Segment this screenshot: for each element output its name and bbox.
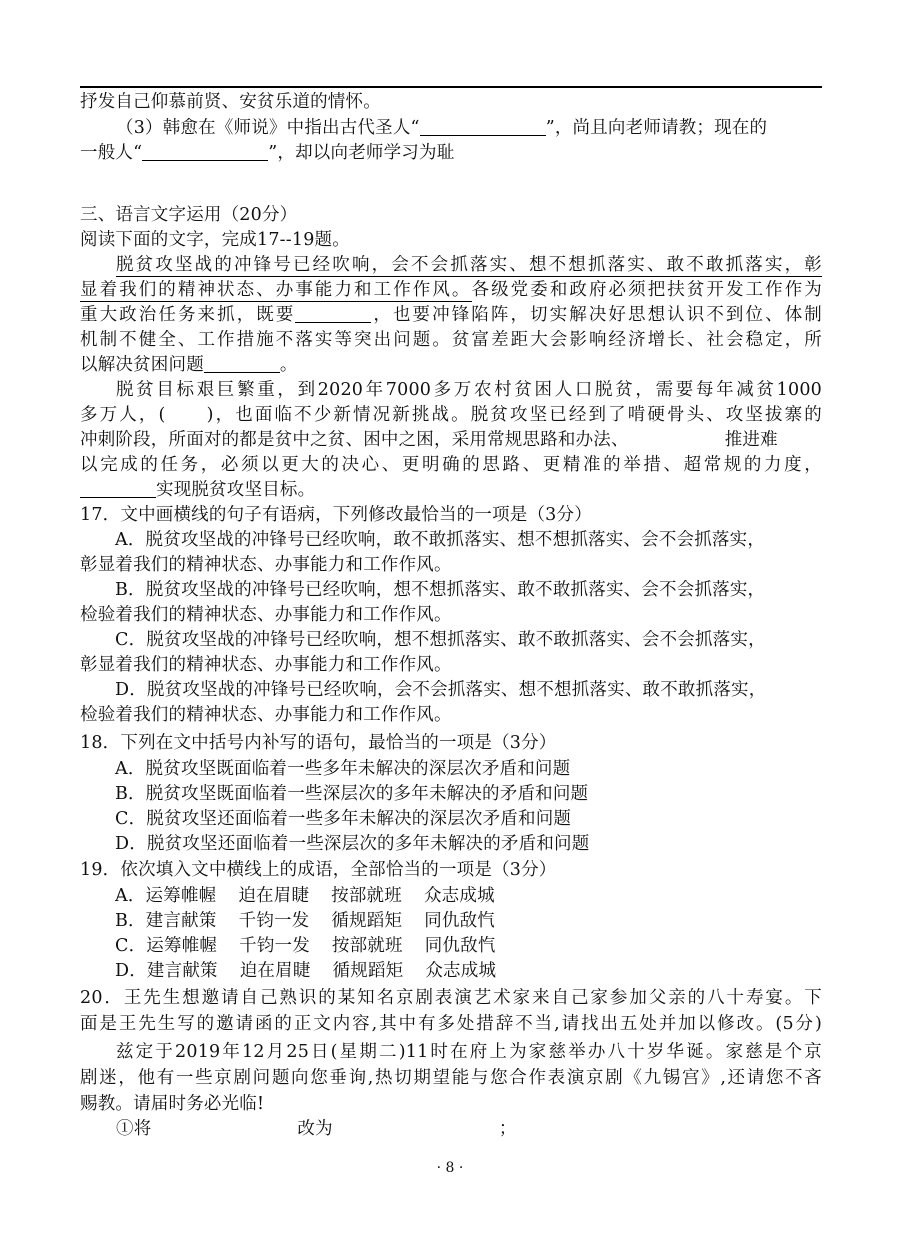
letter-line: 剧迷，他有一些京剧问题向您垂询,热切期望能与您合作表演京剧《九锡宫》,还请您不吝 bbox=[80, 1068, 822, 1088]
option-18-d[interactable]: D．脱贫攻坚还面临着一些深层次的多年未解决的矛盾和问题 bbox=[115, 834, 590, 854]
option-17-c[interactable]: C．脱贫攻坚战的冲锋号已经吹响，想不想抓落实、敢不敢抓落实、会不会抓落实， bbox=[115, 630, 766, 650]
option-17-d-cont: 检验着我们的精神状态、办事能力和工作作风。 bbox=[80, 705, 452, 725]
underlined-sentence: 脱贫攻坚战的冲锋号已经吹响，会不会抓落实、想不想抓落实、敢不敢抓落实，彰 bbox=[116, 255, 822, 275]
option-19-b[interactable]: B．建言献策 千钧一发 循规蹈矩 同仇敌忾 bbox=[115, 911, 495, 931]
question-20-stem: 20．王先生想邀请自己熟识的某知名京剧表演艺术家来自己家参加父亲的八十寿宴。下 bbox=[80, 988, 822, 1008]
option-17-a[interactable]: A．脱贫攻坚战的冲锋号已经吹响，敢不敢抓落实、想不想抓落实、会不会抓落实， bbox=[115, 530, 766, 550]
passage-line: 多万人，( )，也面临不少新情况新挑战。脱贫攻坚已经到了啃硬骨头、攻坚拔寨的 bbox=[80, 405, 822, 425]
passage-blank[interactable] bbox=[295, 304, 371, 323]
section-instruction: 阅读下面的文字，完成17--19题。 bbox=[80, 230, 350, 250]
passage-line bbox=[80, 253, 822, 278]
question-17-stem: 17．文中画横线的句子有语病，下列修改最恰当的一项是（3分） bbox=[80, 505, 592, 525]
passage-line: 重大政治任务来抓，既要 ，也要冲锋陷阵，切实解决好思想认识不到位、体制 bbox=[80, 305, 822, 325]
option-18-a[interactable]: A．脱贫攻坚既面临着一些多年未解决的深层次矛盾和问题 bbox=[115, 759, 571, 779]
passage-line: 机制不健全、工作措施不落实等突出问题。贫富差距大会影响经济增长、社会稳定，所 bbox=[80, 330, 822, 350]
letter-line: 兹定于2019年12月25日(星期二)11时在府上为家慈举办八十岁华诞。家慈是个京 bbox=[116, 1042, 822, 1062]
question-3-line-2: 一般人“ ”，却以向老师学习为耻 bbox=[80, 143, 455, 163]
passage-line: 实现脱贫攻坚目标。 bbox=[80, 478, 822, 503]
passage-blank[interactable] bbox=[80, 479, 156, 498]
question-19-stem: 19．依次填入文中横线上的成语，全部恰当的一项是（3分） bbox=[80, 860, 557, 880]
passage-line: 脱贫目标艰巨繁重，到2020年7000多万农村贫困人口脱贫，需要每年减贫1000 bbox=[116, 380, 822, 400]
page-number: · 8 · bbox=[436, 1160, 464, 1176]
option-17-d[interactable]: D．脱贫攻坚战的冲锋号已经吹响，会不会抓落实、想不想抓落实、敢不敢抓落实， bbox=[115, 680, 767, 700]
header-rule bbox=[80, 86, 822, 88]
passage-line: 以完成的任务，必须以更大的决心、更明确的思路、更精准的举措、超常规的力度， bbox=[80, 455, 822, 475]
option-18-b[interactable]: B．脱贫攻坚既面临着一些深层次的多年未解决的矛盾和问题 bbox=[115, 784, 589, 804]
passage-line: 以解决贫困问题 。 bbox=[80, 355, 298, 375]
option-18-c[interactable]: C．脱贫攻坚还面临着一些多年未解决的深层次矛盾和问题 bbox=[115, 809, 572, 829]
option-17-b-cont: 检验着我们的精神状态、办事能力和工作作风。 bbox=[80, 605, 452, 625]
answer-blank[interactable] bbox=[142, 142, 268, 161]
question-18-stem: 18．下列在文中括号内补写的语句，最恰当的一项是（3分） bbox=[80, 733, 557, 753]
question-3-line: （3）韩愈在《师说》中指出古代圣人“ ”，尚且向老师请教；现在的 bbox=[116, 118, 768, 138]
question-20-stem-cont: 面是王先生写的邀请函的正文内容,其中有多处措辞不当,请找出五处并加以修改。(5分) bbox=[80, 1014, 822, 1034]
option-17-a-cont: 彰显着我们的精神状态、办事能力和工作作风。 bbox=[80, 555, 452, 575]
text-line: 抒发自己仰慕前贤、安贫乐道的情怀。 bbox=[80, 92, 381, 112]
option-17-c-cont: 彰显着我们的精神状态、办事能力和工作作风。 bbox=[80, 655, 452, 675]
option-19-d[interactable]: D．建言献策 迫在眉睫 循规蹈矩 众志成城 bbox=[115, 961, 497, 981]
passage-line: 显着我们的精神状态、办事能力和工作作风。各级党委和政府必须把扶贫开发工作作为 bbox=[80, 280, 822, 300]
underlined-sentence: 显着我们的精神状态、办事能力和工作作风。 bbox=[80, 280, 472, 300]
answer-line-1: ①将 改为 ； bbox=[116, 1119, 517, 1139]
option-19-c[interactable]: C．运筹帷幄 千钧一发 按部就班 同仇敌忾 bbox=[115, 936, 496, 956]
letter-line: 赐教。请届时务必光临! bbox=[80, 1094, 265, 1114]
section-title: 三、语言文字运用（20分） bbox=[80, 205, 298, 225]
option-17-b[interactable]: B．脱贫攻坚战的冲锋号已经吹响，想不想抓落实、敢不敢抓落实、会不会抓落实， bbox=[115, 580, 766, 600]
answer-blank[interactable] bbox=[420, 117, 546, 136]
option-19-a[interactable]: A．运筹帷幄 迫在眉睫 按部就班 众志成城 bbox=[115, 886, 495, 906]
passage-blank[interactable] bbox=[204, 354, 280, 373]
passage-line: 冲刺阶段，所面对的都是贫中之贫、困中之困，采用常规思路和办法、 推进难 bbox=[80, 430, 778, 450]
